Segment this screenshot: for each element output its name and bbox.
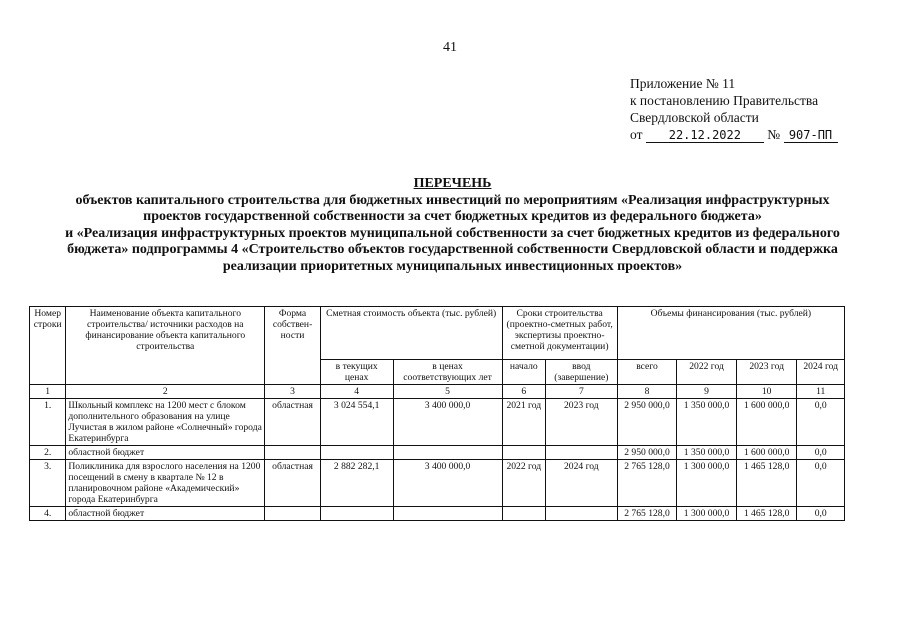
start-cell: 2021 год <box>502 399 545 446</box>
row-number: 1. <box>30 399 66 446</box>
end-cell <box>546 446 618 460</box>
appendix-block <box>630 75 838 143</box>
column-number: 4 <box>320 385 393 399</box>
end-cell: 2023 год <box>546 399 618 446</box>
header-cost-current: в текущих ценах <box>320 360 393 385</box>
header-cost-years: в ценах соответствующих лет <box>393 360 502 385</box>
end-cell: 2024 год <box>546 460 618 507</box>
title-line-1: объектов капитального строительства для бюджетных инвестиций по мероприятиям «Реализация инфраструктурных <box>75 192 830 208</box>
header-funding-total: всего <box>617 360 677 385</box>
year-2024-cell: 0,0 <box>797 446 845 460</box>
start-cell <box>502 507 545 521</box>
objects-table <box>29 306 845 521</box>
header-ownership: Форма собствен- ности <box>265 307 321 385</box>
year-2024-cell: 0,0 <box>797 399 845 446</box>
column-number: 1 <box>30 385 66 399</box>
cost-current-cell: 3 024 554,1 <box>320 399 393 446</box>
total-cell: 2 765 128,0 <box>617 507 677 521</box>
column-number: 10 <box>736 385 797 399</box>
appendix-line-3: Свердловской области <box>630 110 759 125</box>
start-cell: 2022 год <box>502 460 545 507</box>
year-2024-cell: 0,0 <box>797 507 845 521</box>
cost-years-cell <box>393 507 502 521</box>
title-line-5: реализации приоритетных муниципальных инвестиционных проектов» <box>222 258 683 274</box>
ownership-cell: областная <box>265 399 321 446</box>
ownership-cell <box>265 446 321 460</box>
page-number: 41 <box>443 40 457 55</box>
cost-current-cell <box>320 507 393 521</box>
row-number: 4. <box>30 507 66 521</box>
row-number: 2. <box>30 446 66 460</box>
year-2022-cell: 1 300 000,0 <box>677 460 737 507</box>
appendix-line-2: к постановлению Правительства <box>630 93 819 108</box>
table-row <box>30 399 845 446</box>
year-2024-cell: 0,0 <box>797 460 845 507</box>
title-line-3: и «Реализация инфраструктурных проектов муниципальной собственности за счет бюджетных кредитов из федерального <box>65 225 840 241</box>
appendix-line-1: Приложение № 11 <box>630 76 736 91</box>
end-cell <box>546 507 618 521</box>
header-name: Наименование объекта капитального строительства/ источники расходов на финансирование объекта капитального строительства <box>66 307 265 385</box>
object-name: областной бюджет <box>66 446 265 460</box>
header-year-2024: 2024 год <box>797 360 845 385</box>
column-number: 5 <box>393 385 502 399</box>
cost-current-cell: 2 882 282,1 <box>320 460 393 507</box>
cost-years-cell: 3 400 000,0 <box>393 460 502 507</box>
decree-number: 907-ПП <box>784 129 838 143</box>
ownership-cell: областная <box>265 460 321 507</box>
header-terms-end: ввод (завершение) <box>546 360 618 385</box>
table-row <box>30 460 845 507</box>
column-number: 6 <box>502 385 545 399</box>
table-row <box>30 446 845 460</box>
cost-years-cell: 3 400 000,0 <box>393 399 502 446</box>
date-prefix: от <box>630 127 643 142</box>
title-heading: ПЕРЕЧЕНЬ <box>413 176 492 191</box>
column-number-row <box>30 385 845 399</box>
appendix-date-line <box>630 126 838 143</box>
year-2022-cell: 1 300 000,0 <box>677 507 737 521</box>
table-row <box>30 507 845 521</box>
start-cell <box>502 446 545 460</box>
object-name: областной бюджет <box>66 507 265 521</box>
total-cell: 2 765 128,0 <box>617 460 677 507</box>
number-prefix: № <box>767 127 781 142</box>
header-row-num: Номер строки <box>30 307 66 385</box>
header-year-2022: 2022 год <box>677 360 737 385</box>
object-name: Школьный комплекс на 1200 мест с блоком дополнительного образования на улице Лучистая в жилом районе «Солнечный» города Екатеринбурга <box>66 399 265 446</box>
title-line-4: бюджета» подпрограммы 4 «Строительство объектов государственной собственности Свердловской области и поддержка <box>67 242 838 257</box>
total-cell: 2 950 000,0 <box>617 399 677 446</box>
column-number: 7 <box>546 385 618 399</box>
decree-date: 22.12.2022 <box>646 129 764 143</box>
header-terms: Сроки строительства (проектно-сметных работ, экспертизы проектно-сметной документации) <box>502 307 617 360</box>
header-funding: Объемы финансирования (тыс. рублей) <box>617 307 844 360</box>
header-cost: Сметная стоимость объекта (тыс. рублей) <box>320 307 502 360</box>
column-number: 11 <box>797 385 845 399</box>
header-terms-start: начало <box>502 360 545 385</box>
column-number: 8 <box>617 385 677 399</box>
header-year-2023: 2023 год <box>736 360 797 385</box>
total-cell: 2 950 000,0 <box>617 446 677 460</box>
year-2022-cell: 1 350 000,0 <box>677 446 737 460</box>
cost-current-cell <box>320 446 393 460</box>
year-2023-cell: 1 465 128,0 <box>736 507 797 521</box>
column-number: 2 <box>66 385 265 399</box>
cost-years-cell <box>393 446 502 460</box>
ownership-cell <box>265 507 321 521</box>
column-number: 9 <box>677 385 737 399</box>
year-2022-cell: 1 350 000,0 <box>677 399 737 446</box>
object-name: Поликлиника для взрослого населения на 1200 посещений в смену в квартале № 12 в планировочном районе «Академический» города Екатеринбурга <box>66 460 265 507</box>
column-number: 3 <box>265 385 321 399</box>
year-2023-cell: 1 465 128,0 <box>736 460 797 507</box>
year-2023-cell: 1 600 000,0 <box>736 399 797 446</box>
header-row-1 <box>30 307 845 360</box>
document-title <box>10 176 895 275</box>
year-2023-cell: 1 600 000,0 <box>736 446 797 460</box>
title-line-2: проектов государственной собственности за счет бюджетных кредитов из федерального бюджета» <box>143 209 762 224</box>
row-number: 3. <box>30 460 66 507</box>
